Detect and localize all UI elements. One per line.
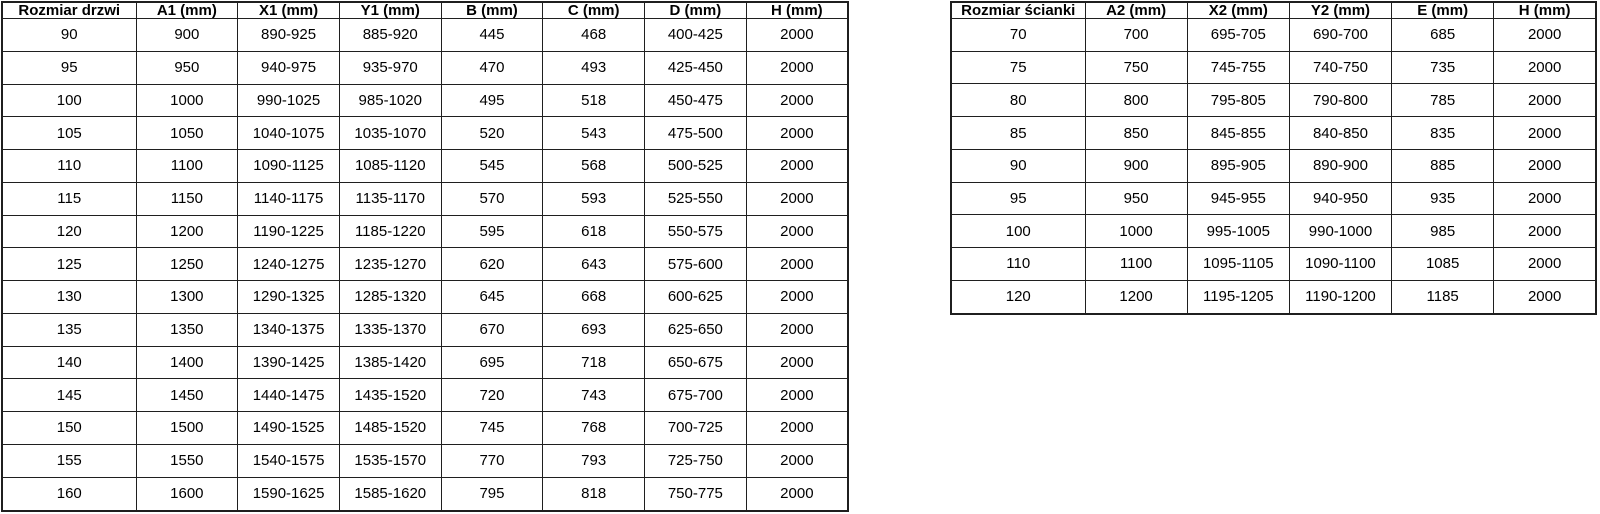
table-cell: 790-800: [1289, 84, 1391, 117]
table-cell: 2000: [1494, 215, 1596, 248]
table-cell: 425-450: [645, 51, 747, 84]
table-cell: 835: [1392, 117, 1494, 150]
table-cell: 950: [1085, 182, 1187, 215]
table-cell: 1290-1325: [238, 281, 340, 314]
table-cell: 950: [136, 51, 238, 84]
table-cell: 618: [543, 215, 645, 248]
column-header: B (mm): [441, 2, 543, 19]
table-cell: 145: [2, 379, 136, 412]
table-cell: 850: [1085, 117, 1187, 150]
column-header: X2 (mm): [1187, 2, 1289, 19]
table-cell: 900: [1085, 149, 1187, 182]
table-cell: 2000: [1494, 149, 1596, 182]
table-cell: 2000: [746, 313, 848, 346]
column-header: Y2 (mm): [1289, 2, 1391, 19]
table-row: [951, 117, 1596, 150]
table-cell: 1435-1520: [339, 379, 441, 412]
table-row: [951, 51, 1596, 84]
table-cell: 2000: [746, 412, 848, 445]
table-cell: 750: [1085, 51, 1187, 84]
table-cell: 985: [1392, 215, 1494, 248]
table-row: [2, 84, 848, 117]
table-cell: 2000: [746, 379, 848, 412]
table-cell: 935: [1392, 182, 1494, 215]
table-cell: 493: [543, 51, 645, 84]
table-cell: 160: [2, 477, 136, 511]
table-cell: 700-725: [645, 412, 747, 445]
column-header: A2 (mm): [1085, 2, 1187, 19]
table-cell: 700: [1085, 19, 1187, 52]
table-row: [2, 248, 848, 281]
table-cell: 70: [951, 19, 1085, 52]
table-cell: 695: [441, 346, 543, 379]
table-cell: 525-550: [645, 182, 747, 215]
table-cell: 1450: [136, 379, 238, 412]
table-cell: 1185: [1392, 280, 1494, 314]
table-row: [2, 215, 848, 248]
header-row: [2, 2, 848, 19]
table-cell: 100: [2, 84, 136, 117]
table-cell: 670: [441, 313, 543, 346]
table-cell: 620: [441, 248, 543, 281]
table-cell: 543: [543, 117, 645, 150]
table-cell: 400-425: [645, 19, 747, 52]
table-cell: 800: [1085, 84, 1187, 117]
table-row: [951, 19, 1596, 52]
table-cell: 840-850: [1289, 117, 1391, 150]
table-row: [2, 412, 848, 445]
table-cell: 595: [441, 215, 543, 248]
table-cell: 885-920: [339, 19, 441, 52]
column-header: D (mm): [645, 2, 747, 19]
table-cell: 1090-1125: [238, 150, 340, 183]
table-cell: 100: [951, 215, 1085, 248]
table-cell: 1085: [1392, 248, 1494, 281]
table-row: [2, 281, 848, 314]
table-cell: 1390-1425: [238, 346, 340, 379]
table-cell: 120: [2, 215, 136, 248]
table-cell: 1090-1100: [1289, 248, 1391, 281]
table-cell: 795-805: [1187, 84, 1289, 117]
table-cell: 1540-1575: [238, 444, 340, 477]
table-cell: 1335-1370: [339, 313, 441, 346]
table-cell: 1235-1270: [339, 248, 441, 281]
table-cell: 1500: [136, 412, 238, 445]
door-size-table: [1, 1, 849, 512]
column-header: H (mm): [1494, 2, 1596, 19]
table-cell: 745: [441, 412, 543, 445]
table-cell: 1300: [136, 281, 238, 314]
column-header: Rozmiar drzwi: [2, 2, 136, 19]
table-cell: 2000: [746, 150, 848, 183]
table-cell: 990-1025: [238, 84, 340, 117]
table-cell: 725-750: [645, 444, 747, 477]
table-cell: 1050: [136, 117, 238, 150]
table-cell: 885: [1392, 149, 1494, 182]
table-cell: 940-950: [1289, 182, 1391, 215]
table-cell: 1000: [1085, 215, 1187, 248]
table-cell: 2000: [1494, 280, 1596, 314]
column-header: Rozmiar ścianki: [951, 2, 1085, 19]
table-cell: 75: [951, 51, 1085, 84]
table-cell: 1040-1075: [238, 117, 340, 150]
table-cell: 1535-1570: [339, 444, 441, 477]
table-cell: 995-1005: [1187, 215, 1289, 248]
table-cell: 2000: [746, 84, 848, 117]
table-cell: 2000: [1494, 19, 1596, 52]
table-cell: 130: [2, 281, 136, 314]
table-cell: 645: [441, 281, 543, 314]
table-row: [2, 444, 848, 477]
table-row: [951, 248, 1596, 281]
table-cell: 105: [2, 117, 136, 150]
table-cell: 545: [441, 150, 543, 183]
table-cell: 1385-1420: [339, 346, 441, 379]
table-cell: 1200: [136, 215, 238, 248]
table-cell: 95: [951, 182, 1085, 215]
table-cell: 745-755: [1187, 51, 1289, 84]
table-cell: 650-675: [645, 346, 747, 379]
table-cell: 625-650: [645, 313, 747, 346]
table-row: [2, 19, 848, 52]
table-cell: 1240-1275: [238, 248, 340, 281]
table-row: [951, 84, 1596, 117]
table-cell: 890-925: [238, 19, 340, 52]
table-cell: 793: [543, 444, 645, 477]
column-header: A1 (mm): [136, 2, 238, 19]
table-cell: 570: [441, 182, 543, 215]
table-cell: 1140-1175: [238, 182, 340, 215]
table-cell: 945-955: [1187, 182, 1289, 215]
table-cell: 2000: [746, 19, 848, 52]
table-cell: 990-1000: [1289, 215, 1391, 248]
table-row: [2, 117, 848, 150]
table-cell: 90: [2, 19, 136, 52]
table-cell: 1440-1475: [238, 379, 340, 412]
table-cell: 110: [951, 248, 1085, 281]
table-cell: 785: [1392, 84, 1494, 117]
table-cell: 1600: [136, 477, 238, 511]
table-cell: 1200: [1085, 280, 1187, 314]
table-row: [951, 280, 1596, 314]
table-cell: 475-500: [645, 117, 747, 150]
table-cell: 568: [543, 150, 645, 183]
table-cell: 735: [1392, 51, 1494, 84]
table-cell: 468: [543, 19, 645, 52]
table-cell: 1590-1625: [238, 477, 340, 511]
table-cell: 1250: [136, 248, 238, 281]
table-cell: 2000: [1494, 182, 1596, 215]
table-cell: 2000: [1494, 51, 1596, 84]
table-cell: 743: [543, 379, 645, 412]
table-cell: 935-970: [339, 51, 441, 84]
table-cell: 140: [2, 346, 136, 379]
table-cell: 693: [543, 313, 645, 346]
table-cell: 818: [543, 477, 645, 511]
table-cell: 1485-1520: [339, 412, 441, 445]
table-cell: 740-750: [1289, 51, 1391, 84]
table-row: [2, 51, 848, 84]
table-cell: 125: [2, 248, 136, 281]
table-cell: 120: [951, 280, 1085, 314]
table-cell: 895-905: [1187, 149, 1289, 182]
header-row: [951, 2, 1596, 19]
table-cell: 1100: [136, 150, 238, 183]
table-cell: 2000: [746, 281, 848, 314]
table-cell: 770: [441, 444, 543, 477]
table-cell: 2000: [746, 346, 848, 379]
table-cell: 2000: [746, 182, 848, 215]
column-header: C (mm): [543, 2, 645, 19]
table-cell: 795: [441, 477, 543, 511]
table-cell: 110: [2, 150, 136, 183]
table-cell: 750-775: [645, 477, 747, 511]
table-cell: 668: [543, 281, 645, 314]
table-cell: 1285-1320: [339, 281, 441, 314]
table-cell: 520: [441, 117, 543, 150]
table-cell: 1190-1225: [238, 215, 340, 248]
table-cell: 593: [543, 182, 645, 215]
table-cell: 85: [951, 117, 1085, 150]
table-cell: 1340-1375: [238, 313, 340, 346]
column-header: H (mm): [746, 2, 848, 19]
table-cell: 450-475: [645, 84, 747, 117]
table-cell: 135: [2, 313, 136, 346]
table-cell: 845-855: [1187, 117, 1289, 150]
table-row: [951, 182, 1596, 215]
table-cell: 1035-1070: [339, 117, 441, 150]
table-cell: 1150: [136, 182, 238, 215]
table-cell: 1585-1620: [339, 477, 441, 511]
table-cell: 2000: [746, 444, 848, 477]
table-cell: 550-575: [645, 215, 747, 248]
column-header: E (mm): [1392, 2, 1494, 19]
table-cell: 1095-1105: [1187, 248, 1289, 281]
table-cell: 675-700: [645, 379, 747, 412]
table-cell: 643: [543, 248, 645, 281]
table-cell: 685: [1392, 19, 1494, 52]
table-cell: 720: [441, 379, 543, 412]
table-cell: 518: [543, 84, 645, 117]
table-cell: 90: [951, 149, 1085, 182]
table-cell: 575-600: [645, 248, 747, 281]
table-cell: 718: [543, 346, 645, 379]
table-cell: 500-525: [645, 150, 747, 183]
table-row: [951, 215, 1596, 248]
table-row: [2, 379, 848, 412]
table-cell: 95: [2, 51, 136, 84]
table-cell: 1195-1205: [1187, 280, 1289, 314]
column-header: X1 (mm): [238, 2, 340, 19]
table-row: [2, 182, 848, 215]
table-cell: 1135-1170: [339, 182, 441, 215]
table-cell: 1350: [136, 313, 238, 346]
table-cell: 1400: [136, 346, 238, 379]
wall-size-table: [950, 1, 1597, 315]
table-cell: 2000: [1494, 117, 1596, 150]
table-cell: 2000: [1494, 248, 1596, 281]
table-cell: 695-705: [1187, 19, 1289, 52]
table-cell: 2000: [746, 117, 848, 150]
table-cell: 155: [2, 444, 136, 477]
table-cell: 1000: [136, 84, 238, 117]
table-cell: 2000: [746, 477, 848, 511]
table-row: [951, 149, 1596, 182]
table-cell: 2000: [746, 51, 848, 84]
table-cell: 900: [136, 19, 238, 52]
table-row: [2, 346, 848, 379]
table-cell: 2000: [1494, 84, 1596, 117]
table-cell: 985-1020: [339, 84, 441, 117]
table-cell: 940-975: [238, 51, 340, 84]
table-cell: 1100: [1085, 248, 1187, 281]
table-cell: 600-625: [645, 281, 747, 314]
table-row: [2, 313, 848, 346]
table-cell: 2000: [746, 215, 848, 248]
table-cell: 115: [2, 182, 136, 215]
table-row: [2, 150, 848, 183]
table-cell: 150: [2, 412, 136, 445]
table-cell: 2000: [746, 248, 848, 281]
table-cell: 690-700: [1289, 19, 1391, 52]
column-header: Y1 (mm): [339, 2, 441, 19]
table-row: [2, 477, 848, 511]
table-cell: 890-900: [1289, 149, 1391, 182]
table-cell: 470: [441, 51, 543, 84]
table-cell: 1185-1220: [339, 215, 441, 248]
table-cell: 80: [951, 84, 1085, 117]
table-cell: 445: [441, 19, 543, 52]
table-cell: 1190-1200: [1289, 280, 1391, 314]
table-cell: 1550: [136, 444, 238, 477]
table-cell: 1085-1120: [339, 150, 441, 183]
table-cell: 495: [441, 84, 543, 117]
table-cell: 1490-1525: [238, 412, 340, 445]
table-cell: 768: [543, 412, 645, 445]
